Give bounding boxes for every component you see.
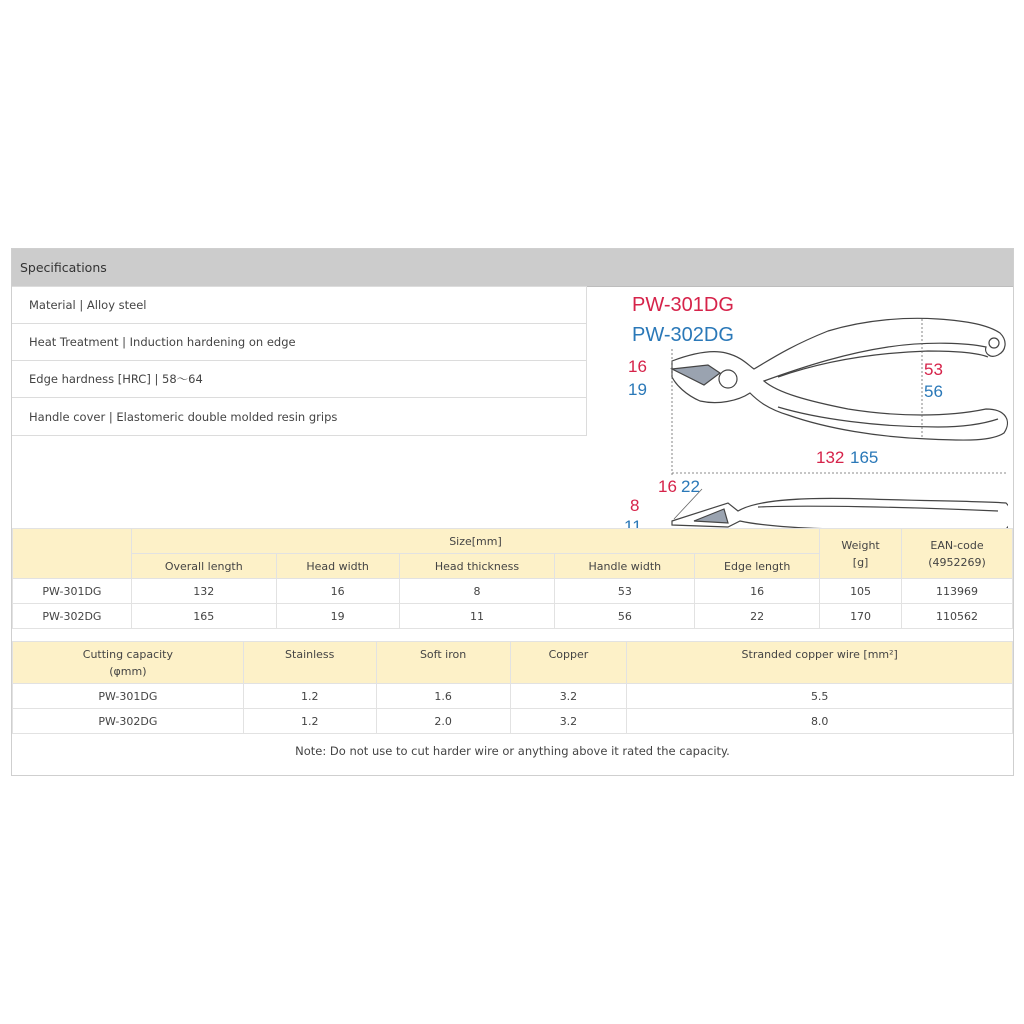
pliers-side-view — [672, 498, 1008, 529]
capacity-note: Note: Do not use to cut harder wire or anything above it rated the capacity. — [295, 744, 730, 758]
capacity-header-line2: (φmm) — [109, 664, 147, 678]
table-row — [13, 684, 1013, 709]
table-row — [13, 579, 1013, 604]
head-width-b: 19 — [628, 380, 647, 399]
model-label-b: PW-302DG — [632, 324, 734, 346]
col-stranded-copper: Stranded copper wire [mm²] — [627, 642, 1013, 684]
col-overall-length: Overall length — [131, 554, 276, 579]
panel-header — [12, 249, 1013, 287]
table-row — [13, 709, 1013, 734]
table-row — [13, 604, 1013, 629]
cell: 19 — [276, 604, 399, 629]
row-model: PW-301DG — [13, 579, 132, 604]
handle-width-b: 56 — [924, 382, 943, 401]
col-head-width: Head width — [276, 554, 399, 579]
cell: 53 — [555, 579, 695, 604]
cell-weight: 170 — [820, 604, 902, 629]
cell: 132 — [131, 579, 276, 604]
handle-width-a: 53 — [924, 360, 943, 379]
edge-length-a: 16 — [658, 477, 677, 496]
cell: 5.5 — [627, 684, 1013, 709]
cell: 2.0 — [376, 709, 510, 734]
cell: 8 — [399, 579, 555, 604]
row-model: PW-302DG — [13, 709, 244, 734]
spec-item-material: Material | Alloy steel — [12, 287, 586, 324]
size-table — [12, 528, 1013, 629]
size-table-corner — [13, 529, 132, 579]
cell: 1.6 — [376, 684, 510, 709]
cell: 56 — [555, 604, 695, 629]
col-handle-width: Handle width — [555, 554, 695, 579]
col-stainless: Stainless — [243, 642, 376, 684]
cell-weight: 105 — [820, 579, 902, 604]
cell: 3.2 — [510, 684, 627, 709]
pliers-dimension-diagram — [608, 289, 1008, 535]
spec-item-edge-hardness: Edge hardness [HRC] | 58～64 — [12, 361, 586, 398]
cell: 1.2 — [243, 684, 376, 709]
model-label-a: PW-301DG — [632, 294, 734, 316]
cell-ean: 113969 — [902, 579, 1013, 604]
spec-item-handle-cover: Handle cover | Elastomeric double molded resin grips — [29, 409, 338, 424]
ean-header: EAN-code (4952269) — [902, 529, 1013, 579]
cell: 16 — [276, 579, 399, 604]
row-model: PW-301DG — [13, 684, 244, 709]
spec-list — [12, 286, 587, 436]
panel-title: Specifications — [20, 260, 107, 275]
col-copper: Copper — [510, 642, 627, 684]
head-width-a: 16 — [628, 357, 647, 376]
cell: 8.0 — [627, 709, 1013, 734]
col-edge-length: Edge length — [695, 554, 820, 579]
row-model: PW-302DG — [13, 604, 132, 629]
edge-length-b: 22 — [681, 477, 700, 496]
capacity-header — [13, 642, 244, 684]
weight-header: Weight [g] — [820, 529, 902, 579]
cell-ean: 110562 — [902, 604, 1013, 629]
size-group-header: Size[mm] — [131, 529, 819, 554]
cell: 22 — [695, 604, 820, 629]
cell: 16 — [695, 579, 820, 604]
specifications-panel — [11, 248, 1014, 776]
spec-item-heat-treatment: Heat Treatment | Induction hardening on edge — [12, 324, 586, 361]
thickness-a: 8 — [630, 496, 640, 515]
col-soft-iron: Soft iron — [376, 642, 510, 684]
cell: 3.2 — [510, 709, 627, 734]
cell: 11 — [399, 604, 555, 629]
capacity-header-line1: Cutting capacity — [82, 647, 173, 661]
length-a: 132 — [816, 448, 845, 467]
cell: 165 — [131, 604, 276, 629]
cutting-capacity-table — [12, 641, 1013, 734]
length-b: 165 — [850, 448, 879, 467]
cell: 1.2 — [243, 709, 376, 734]
col-head-thickness: Head thickness — [399, 554, 555, 579]
thickness-b: 11 — [624, 517, 642, 535]
